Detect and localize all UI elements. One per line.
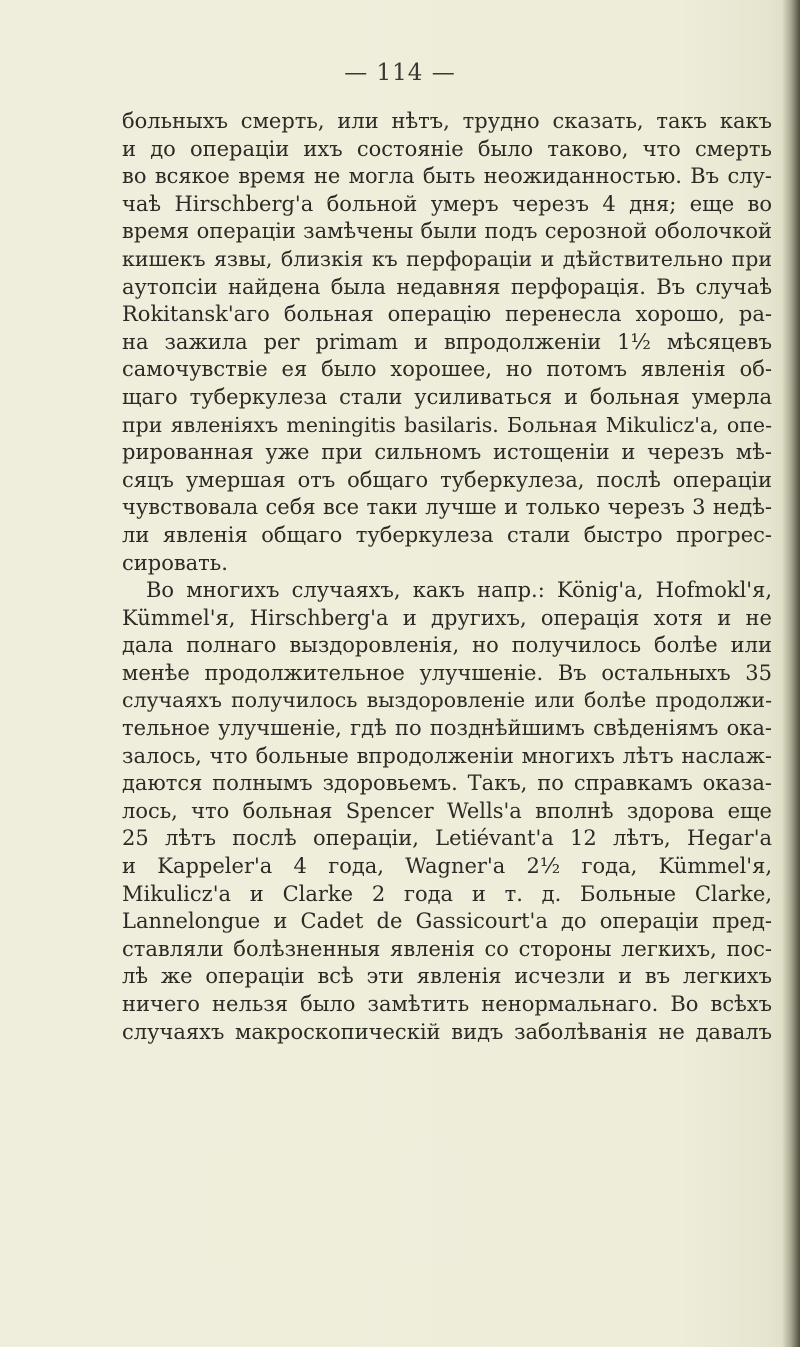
text-line: и Kappeler'а 4 года, Wagner'а 2½ года, Kümmel'я, — [122, 854, 772, 879]
text-line: сировать. — [122, 550, 228, 575]
text-line: Mikulicz'а и Clarke 2 года и т. д. Больные Clarke, — [122, 881, 772, 906]
text-line: даются полнымъ здоровьемъ. Такъ, по справкамъ оказа- — [122, 771, 772, 796]
text-line: ставляли болѣзненныя явленія со стороны легкихъ, пос- — [122, 936, 772, 961]
text-line: Kümmel'я, Hirschberg'а и другихъ, операція хотя и не — [122, 605, 772, 630]
text-line: случаяхъ макроскопическій видъ заболѣванія не давалъ — [122, 1019, 772, 1044]
text-line: лѣ же операціи всѣ эти явленія исчезли и въ легкихъ — [122, 964, 772, 989]
text-line: залось, что больные впродолженіи многихъ лѣтъ наслаж- — [122, 743, 772, 768]
text-line: чувствовала себя все таки лучше и только черезъ 3 недѣ- — [122, 495, 772, 520]
page-binding-edge — [782, 0, 800, 1347]
body-text — [122, 108, 772, 1046]
text-line: чаѣ Hirschberg'а больной умеръ черезъ 4 дня; еще во — [122, 191, 772, 216]
text-line: во всякое время не могла быть неожиданностью. Въ слу- — [122, 164, 772, 189]
text-line: щаго туберкулеза стали усиливаться и больная умерла — [122, 384, 772, 409]
text-line: менѣе продолжительное улучшеніе. Въ остальныхъ 35 — [122, 660, 772, 685]
text-line: и до операціи ихъ состояніе было таково, что смерть — [122, 136, 772, 161]
text-line: лось, что больная Spencer Wells'а вполнѣ здорова еще — [122, 798, 772, 823]
text-line: случаяхъ получилось выздоровленіе или болѣе продолжи- — [122, 688, 772, 713]
text-line: дала полнаго выздоровленія, но получилось болѣе или — [122, 633, 772, 658]
text-line: тельное улучшеніе, гдѣ по позднѣйшимъ свѣденіямъ ока- — [122, 716, 772, 741]
text-line: кишекъ язвы, близкія къ перфораціи и дѣйствительно при — [122, 246, 772, 271]
text-line: Rokitansk'аго больная операцію перенесла хорошо, ра- — [122, 302, 772, 327]
text-line: ли явленія общаго туберкулеза стали быстро прогрес- — [122, 522, 772, 547]
text-line: Lannelongue и Cadet de Gassicourt'а до операціи пред- — [122, 909, 772, 934]
text-line: ничего нельзя было замѣтить ненормальнаго. Во всѣхъ — [122, 992, 772, 1016]
text-line: 25 лѣтъ послѣ операціи, Letiévant'а 12 лѣтъ, Hegar'а — [122, 826, 772, 851]
page-number: — 114 — — [344, 60, 456, 86]
text-line: аутопсіи найдена была недавняя перфорація. Въ случаѣ — [122, 274, 772, 299]
text-line: рированная уже при сильномъ истощеніи и черезъ мѣ- — [122, 440, 772, 465]
text-line: самочувствіе ея было хорошее, но потомъ явленія об- — [122, 357, 772, 382]
text-line: сяцъ умершая отъ общаго туберкулеза, послѣ операціи — [122, 467, 772, 492]
text-line: больныхъ смерть, или нѣтъ, трудно сказать, такъ какъ — [122, 109, 772, 133]
text-line: время операціи замѣчены были подъ серозной оболочкой — [122, 219, 772, 244]
text-line: Во многихъ случаяхъ, какъ напр.: König'а, Hofmokl'я, — [146, 578, 772, 603]
text-line: на зажила per primam и впродолженіи 1½ мѣсяцевъ — [122, 329, 772, 354]
text-line: при явленіяхъ meningitis basilaris. Больная Mikulicz'а, опе- — [122, 412, 772, 437]
